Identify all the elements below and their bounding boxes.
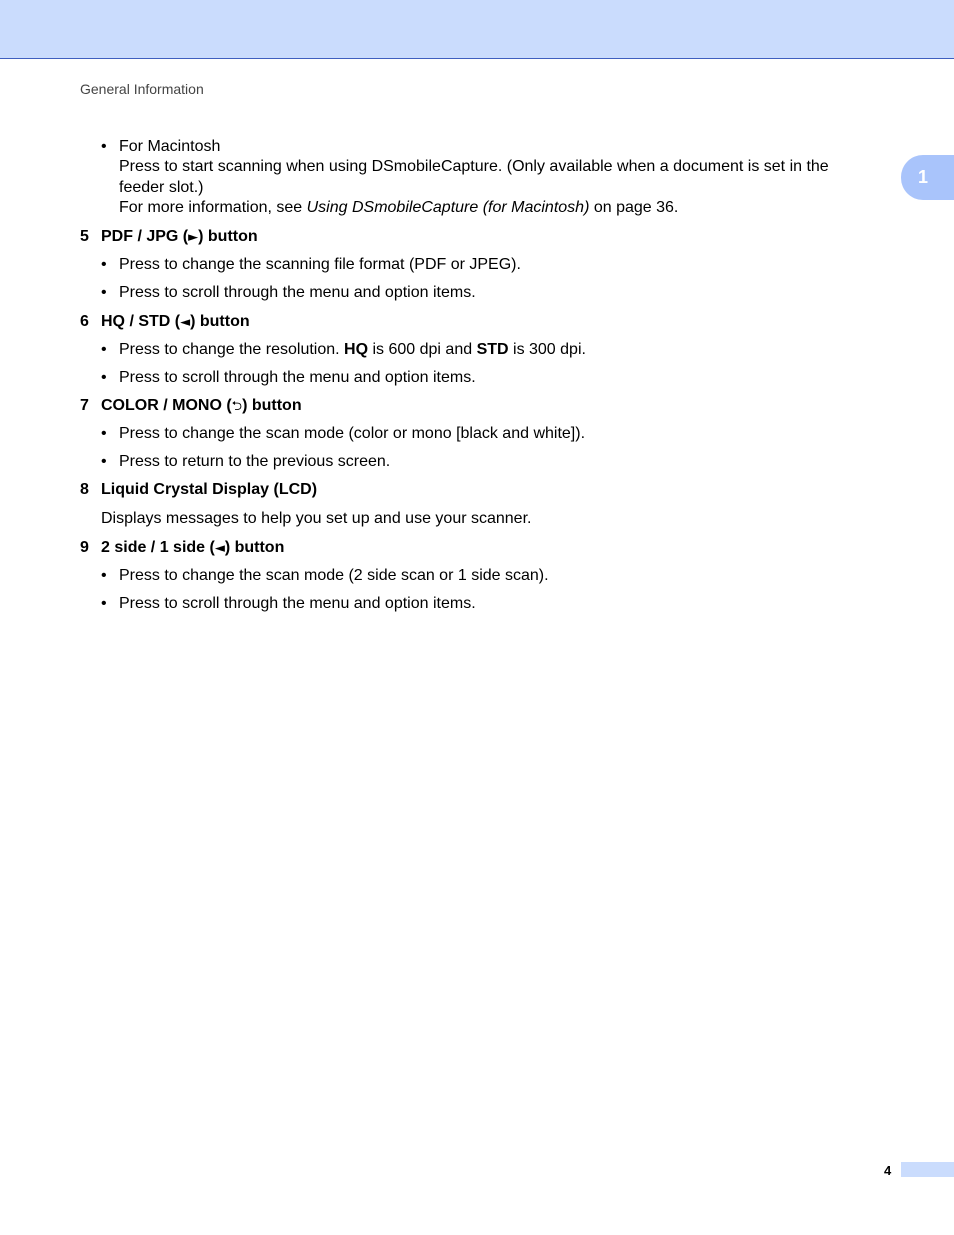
text-run: is 300 dpi. [508,341,586,358]
section-number: 7 [80,397,89,414]
section-title-part: Liquid Crystal Display (LCD) [101,481,318,498]
section-title-part: PDF / JPG ( [101,228,189,245]
section-title-part: HQ / STD ( [101,313,181,330]
chapter-tab: 1 [901,155,954,200]
play-left-icon: ◄ [214,541,225,556]
macintosh-line-1: Press to start scanning when using DSmobileCapture. (Only available when a document is set in the [119,158,829,175]
section-6-heading [80,312,250,333]
bullet-marker: • [101,369,107,386]
section-number: 9 [80,539,89,556]
return-arrow-icon: ⮌ [231,399,243,414]
section-8-heading [80,480,317,500]
section-title-part: 2 side / 1 side ( [101,539,215,556]
std-term: STD [476,341,509,358]
bullet-marker: • [101,341,107,358]
play-right-icon: ► [188,230,199,245]
section-title-part: ) button [242,397,302,414]
section-6-bullet-1 [119,340,586,360]
hq-term: HQ [344,341,369,358]
section-7-bullet-2: Press to return to the previous screen. [119,453,391,470]
bullet-marker: • [101,256,107,273]
section-9-bullet-2: Press to scroll through the menu and option items. [119,595,476,612]
section-5-bullet-2: Press to scroll through the menu and option items. [119,284,476,301]
page-number: 4 [884,1163,892,1178]
section-title-part: ) button [198,228,258,245]
section-9-heading [80,538,284,559]
bullet-marker: • [101,138,107,155]
text-run: is 600 dpi and [368,341,477,358]
bullet-marker: • [101,567,107,584]
running-header: General Information [80,81,204,97]
section-7-bullet-1: Press to change the scan mode (color or mono [black and white]). [119,425,586,442]
macintosh-line-2: feeder slot.) [119,179,204,196]
section-number: 6 [80,313,89,330]
macintosh-title: For Macintosh [119,138,221,155]
bullet-marker: • [101,425,107,442]
header-band [0,0,954,59]
macintosh-ref-post: on page 36. [589,199,679,216]
bullet-marker: • [101,284,107,301]
bullet-marker: • [101,595,107,612]
bullet-marker: • [101,453,107,470]
text-run: Press to change the resolution. [119,341,345,358]
section-title-part: COLOR / MONO ( [101,397,232,414]
section-title-part: ) button [190,313,250,330]
section-7-heading [80,396,302,417]
macintosh-ref-link: Using DSmobileCapture (for Macintosh) [306,199,590,216]
section-title-part: ) button [224,539,285,556]
section-9-bullet-1: Press to change the scan mode (2 side scan or 1 side scan). [119,567,549,584]
section-number: 8 [80,481,89,498]
page-number-bar [901,1162,954,1177]
section-5-bullet-1: Press to change the scanning file format (PDF or JPEG). [119,256,521,273]
section-number: 5 [80,228,89,245]
section-5-heading [80,227,258,248]
section-8-body: Displays messages to help you set up and use your scanner. [101,510,532,527]
play-left-icon: ◄ [180,315,191,330]
macintosh-ref-pre: For more information, see [119,199,307,216]
macintosh-line-3 [119,198,678,218]
section-6-bullet-2: Press to scroll through the menu and option items. [119,369,476,386]
